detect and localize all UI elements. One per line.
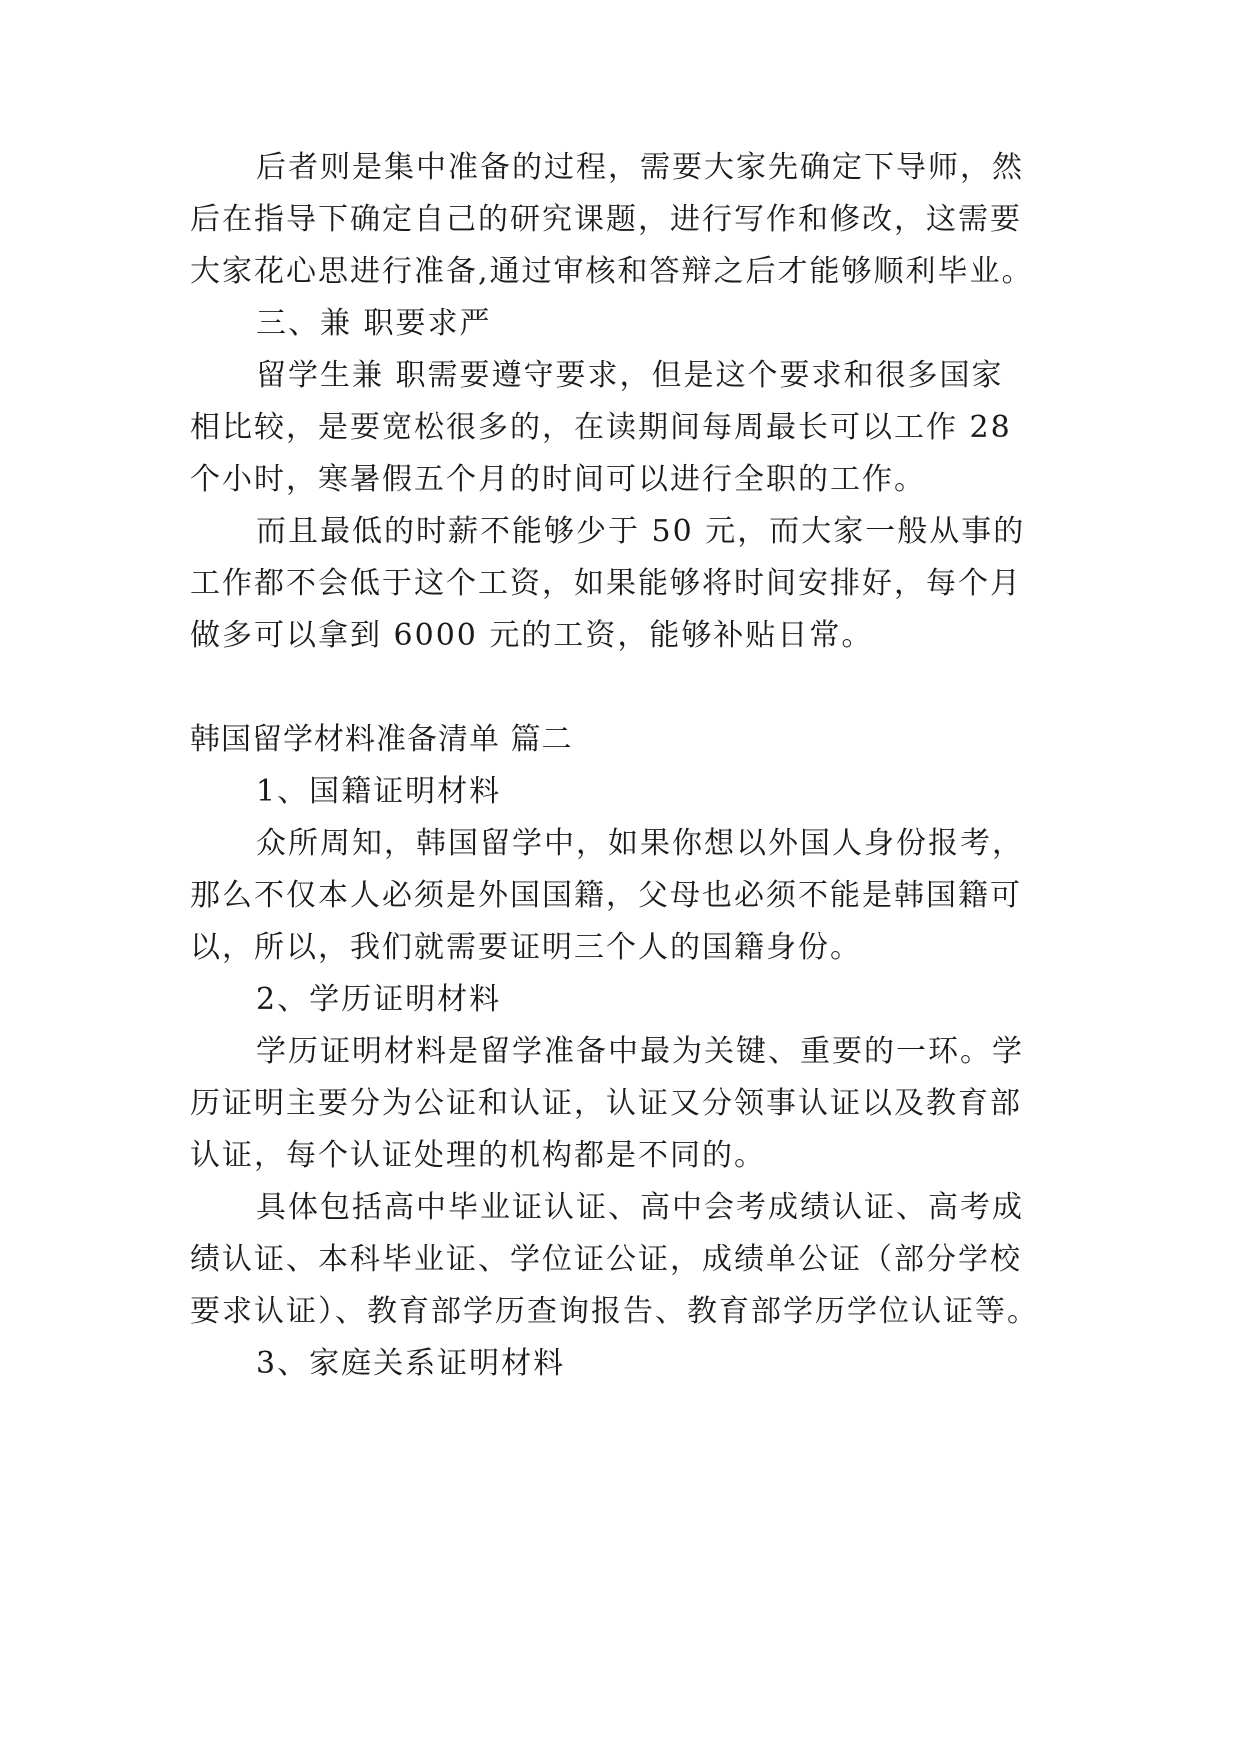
paragraph-line: 认证，每个认证处理的机构都是不同的。: [190, 1138, 766, 1173]
paragraph-line: 历证明主要分为公证和认证，认证又分领事认证以及教育部: [190, 1086, 1022, 1121]
section-heading: 三、兼 职要求严: [256, 306, 492, 341]
section-heading: 1、国籍证明材料: [256, 774, 502, 809]
paragraph-line: 众所周知，韩国留学中，如果你想以外国人身份报考，: [256, 826, 1024, 861]
paragraph-line: 后者则是集中准备的过程，需要大家先确定下导师，然: [256, 150, 1024, 185]
paragraph-line: 具体包括高中毕业证认证、高中会考成绩认证、高考成: [256, 1190, 1024, 1225]
paragraph-line: 做多可以拿到 6000 元的工资，能够补贴日常。: [190, 618, 874, 653]
paragraph-line: 工作都不会低于这个工资，如果能够将时间安排好，每个月: [190, 566, 1022, 601]
paragraph-line: 留学生兼 职需要遵守要求，但是这个要求和很多国家: [256, 358, 1004, 393]
paragraph-line: 绩认证、本科毕业证、学位证公证，成绩单公证（部分学校: [190, 1242, 1022, 1277]
paragraph-line: 而且最低的时薪不能够少于 50 元，而大家一般从事的: [256, 514, 1026, 549]
article-title: 韩国留学材料准备清单 篇二: [190, 722, 573, 757]
paragraph-line: 那么不仅本人必须是外国国籍，父母也必须不能是韩国籍可: [190, 878, 1022, 913]
paragraph-line: 后在指导下确定自己的研究课题，进行写作和修改，这需要: [190, 202, 1022, 237]
paragraph-line: 相比较，是要宽松很多的，在读期间每周最长可以工作 28: [190, 410, 1012, 445]
paragraph-line: 大家花心思进行准备,通过审核和答辩之后才能够顺利毕业。: [190, 254, 1034, 289]
paragraph-line: 学历证明材料是留学准备中最为关键、重要的一环。学: [256, 1034, 1024, 1069]
paragraph-line: 个小时，寒暑假五个月的时间可以进行全职的工作。: [190, 462, 926, 497]
paragraph-line: 要求认证）、教育部学历查询报告、教育部学历学位认证等。: [190, 1294, 1039, 1329]
section-heading: 2、学历证明材料: [256, 982, 502, 1017]
section-heading: 3、家庭关系证明材料: [256, 1346, 566, 1381]
paragraph-line: 以，所以，我们就需要证明三个人的国籍身份。: [190, 930, 862, 965]
